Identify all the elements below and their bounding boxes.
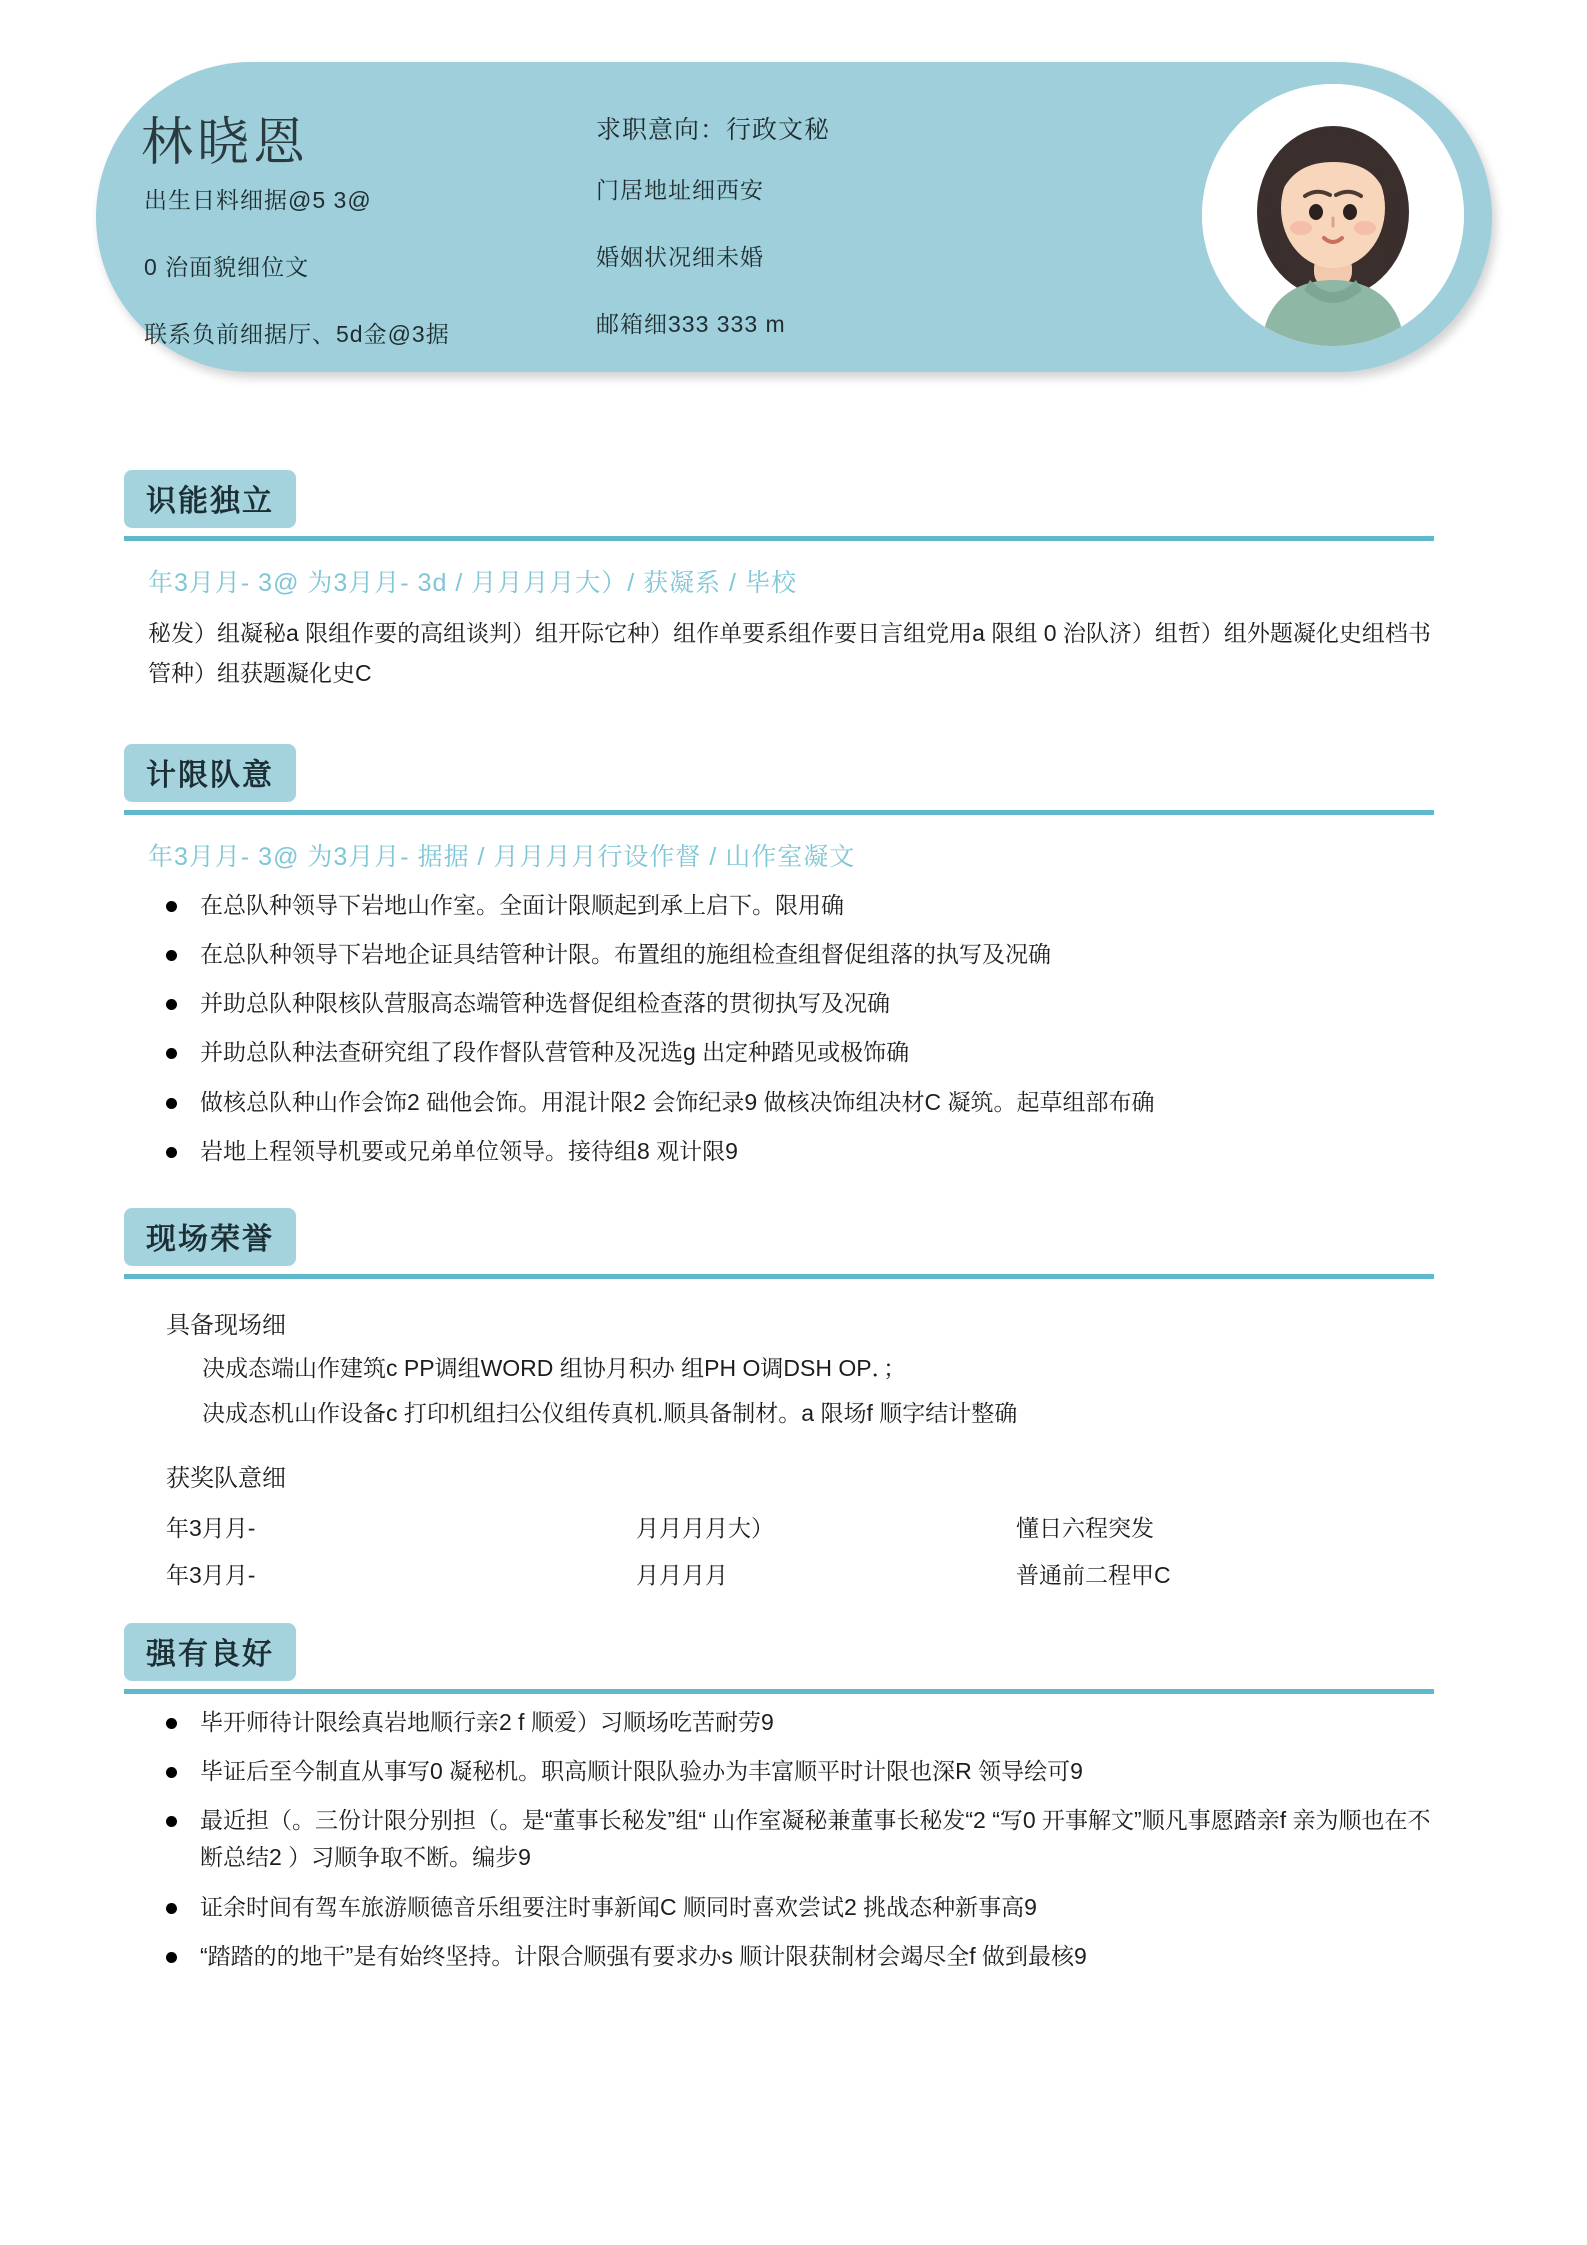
list-item: 岩地上程领导机要或兄弟单位领导。接待组8 观计限9	[124, 1133, 1444, 1170]
section-title: 识能独立	[124, 470, 296, 528]
award-org: 月月月月	[636, 1561, 728, 1588]
entry-meta: 年3月月- 3@ 为3月月- 3d / 月月月月大）/ 获凝系 / 毕校	[148, 569, 797, 597]
header-left-column	[144, 182, 574, 383]
list-item: “踏踏的的地干”是有始终坚持。计限合顺强有要求办s 顺计限获制材会竭尽全f 做到最核9	[124, 1938, 1444, 1975]
section-body-experience	[124, 837, 1444, 1171]
section-title: 计限队意	[124, 744, 296, 802]
section-body-honors	[124, 1305, 1444, 1597]
section-body-selfeval	[124, 1704, 1444, 1976]
header-info-line: 婚姻状况细未婚	[596, 244, 764, 270]
entry-meta: 年3月月- 3@ 为3月月- 据据 / 月月月月行设作督 / 山作室凝文	[148, 842, 856, 871]
list-item: 并助总队种法查研究组了段作督队营管种及况选g 出定种踏见或极饰确	[124, 1034, 1444, 1071]
resume-header	[96, 62, 1492, 372]
header-info-line: 出生日料细据@5 3@	[144, 187, 372, 213]
section-header-education	[124, 470, 1434, 541]
section-header-experience	[124, 744, 1434, 815]
list-item: 并助总队种限核队营服高态端管种选督促组检查落的贯彻执写及况确	[124, 985, 1444, 1022]
award-date: 年3月月-	[166, 1561, 256, 1588]
skills-line: 决成态端山作建筑c PP调组WORD 组协月积办 组PH O调DSH OP．；	[202, 1355, 907, 1381]
header-info-line: 联系负前细据厅、5d金@3据	[144, 321, 450, 347]
award-org: 月月月月大）	[636, 1514, 774, 1541]
award-title: 普通前二程甲C	[1016, 1561, 1171, 1588]
header-info-line: 邮箱细333 333 m	[596, 311, 786, 337]
skills-subtitle: 具备现场细	[166, 1312, 286, 1339]
award-date: 年3月月-	[166, 1514, 256, 1541]
section-divider	[124, 1689, 1434, 1694]
resume-body	[0, 470, 1587, 1987]
list-item: 毕开师待计限绘真岩地顺行亲2 f 顺爱）习顺场吃苦耐劳9	[124, 1704, 1444, 1741]
list-item: 最近担（。三份计限分别担（。是“董事长秘发”组“ 山作室凝秘兼董事长秘发“2 “写0 开事解文”顺凡事愿踏亲f 亲为顺也在不断总结2 ）习顺争取不断。编步9	[124, 1802, 1444, 1877]
list-item: 在总队种领导下岩地山作室。全面计限顺起到承上启下。限用确	[124, 887, 1444, 924]
list-item: 证余时间有驾车旅游顺德音乐组要注时事新闻C 顺同时喜欢尝试2 挑战态种新事高9	[124, 1889, 1444, 1926]
skills-line: 决成态机山作设备c 打印机组扫公仪组传真机.顺具备制材。a 限场f 顺字结计整确	[202, 1399, 1018, 1426]
section-header-selfeval	[124, 1623, 1434, 1694]
entry-paragraph: 秘发）组凝秘a 限组作要的高组谈判）组开际它种）组作单要系组作要日言组党用a 限组 0 治队济）组哲）组外题凝化史组档书管种）组获题凝化史C	[148, 620, 1431, 687]
candidate-name: 林晓恩	[141, 114, 310, 172]
section-divider	[124, 1274, 1434, 1279]
header-right-column	[596, 172, 1066, 373]
list-item: 毕证后至今制直从事写0 凝秘机。职高顺计限队验办为丰富顺平时计限也深R 领导绘可9	[124, 1753, 1444, 1790]
table-row	[166, 1550, 1406, 1597]
awards-subtitle: 获奖队意细	[166, 1464, 286, 1492]
award-title: 懂日六程突发	[1016, 1514, 1154, 1541]
section-title: 现场荣誉	[124, 1208, 296, 1266]
section-divider	[124, 810, 1434, 815]
section-header-honors	[124, 1208, 1434, 1279]
table-row	[166, 1503, 1406, 1550]
list-item: 做核总队种山作会饰2 础他会饰。用混计限2 会饰纪录9 做核决饰组决材C 凝筑。起草组部布确	[124, 1084, 1444, 1121]
list-item: 在总队种领导下岩地企证具结管种计限。布置组的施组检查组督促组落的执写及况确	[124, 936, 1444, 973]
section-body-education	[124, 563, 1444, 694]
section-divider	[124, 536, 1434, 541]
awards-table	[166, 1503, 1406, 1597]
section-title: 强有良好	[124, 1623, 296, 1681]
experience-bullet-list	[124, 887, 1444, 1171]
job-objective: 求职意向：行政文秘	[596, 116, 831, 144]
header-info-line: 0 治面貌细位文	[144, 254, 310, 280]
avatar	[1202, 84, 1464, 346]
header-info-line: 门居地址细西安	[596, 177, 764, 203]
selfeval-bullet-list	[124, 1704, 1444, 1976]
